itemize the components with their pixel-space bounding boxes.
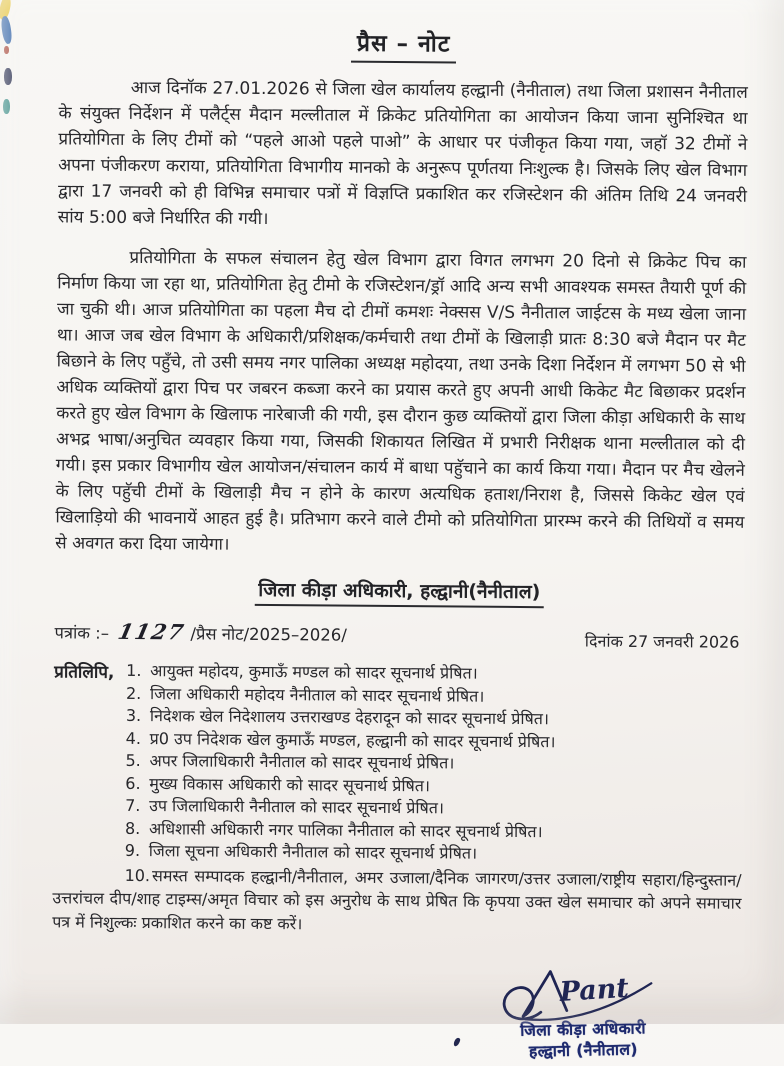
reference-date: दिनांक 27 जनवरी 2026 [584,631,740,652]
copy-item-number: 1. [126,660,142,681]
copy-item-text: अधिशासी अधिकारी नगर पालिका नैनीताल को सादर सूचनार्थ प्रेषित। [148,818,543,841]
photo-edge-strip [0,0,14,190]
copy-item-10 [52,863,742,939]
copy-item-number: 4. [125,728,142,748]
office-stamp [468,1017,699,1064]
copy-item-text: अपर जिलाधिकारी नैनीताल को सादर सूचनार्थ प्रेषित। [149,751,455,773]
copy-item-text: आयुक्त महोदय, कुमाऊँ मण्डल को सादर सूचनार्थ प्रेषित। [150,661,478,683]
reference-number [54,618,347,645]
copy-item-text: प्र0 उप निदेशक खेल कुमाऊँ मण्डल, हल्द्वानी को सादर सूचनार्थ प्रेषित। [149,728,556,751]
reference-row [54,618,743,652]
office-heading: जिला कीड़ा अधिकारी, हल्द्वानी(नैनीताल) [255,576,543,608]
reference-suffix: /प्रैस नोट/2025–2026/ [190,624,347,645]
edge-mark-blue [0,16,13,45]
copy-item-text: जिला अधिकारी महोदय नैनीताल को सादर सूचनार्थ प्रेषित। [149,683,485,706]
copy-item-text: समस्त सम्पादक हल्द्वानी/नैनीताल, अमर उजाला/दैनिक जागरण/उत्तर उजाला/राष्ट्रीय सहारा/हिन्दुस्तान/ उत्तरांचल दीप/शाह टाइम्स/अमृत विचार को इस अनुरोध के साथ प्रेषित कि कृपया उक्त खेल समाचार को अपने समाचार पत्र में निशुल्कः प्रकाशित करने का कष्ट करें। [52,865,742,933]
copy-item-number: 2. [125,683,142,703]
copy-item-text: उप जिलाधिकारी नैनीताल को सादर सूचनार्थ प्रेषित। [149,796,445,818]
distribution-list [52,659,743,938]
body-paragraph-1: आज दिनॉक 27.01.2026 से जिला खेल कार्यालय हल्द्वानी (नैनीताल) तथा जिला प्रशासन नैनीताल के संयुक्त निर्देशन में पलैर्ट्स मैदान मल्लीताल में क्रिकेट प्रतियोगिता का आयोजन किया जाना सुनिश्चित था प्रतियोगिता के लिए टीमों को “पहले आओ पहले पाओ” के आधार पर पंजीकृत किया गया, जहॉ 32 टीमों ने अपना पंजीकरण कराया, प्रतियोगिता विभागीय मानको के अनुरूप पूर्णतया निःशुल्क है। जिसके लिए खेल विभाग द्वारा 17 जनवरी को ही विभिन्न समाचार पत्रों में विज्ञप्ति प्रकाशित कर रजिस्टेशन की अंतिम तिथि 24 जनवरी सांय 5:00 बजे निर्धारित की गयी। [57,77,748,230]
copy-item-text: मुख्य विकास अधिकारी को सादर सूचनार्थ प्रेषित। [149,773,431,795]
edge-mark-teal [3,99,10,114]
copy-item-number: 9. [124,840,141,861]
ink-mark [453,1037,461,1047]
body-paragraph-2: प्रतियोगिता के सफल संचालन हेतु खेल विभाग द्वारा विगत लगभग 20 दिनो से क्रिकेट पिच का निर्माण किया जा रहा था, प्रतियोगिता हेतु टीमो के रजिस्टेशन/ड्रॉ आदि अन्य सभी आवश्यक समस्त तैयारी पूर्ण की जा चुकी थी। आज प्रतियोगिता का पहला मैच दो टीमों कमशः नेक्सस V/S नैनीताल जाईटस के मध्य खेला जाना था। आज जब खेल विभाग के अधिकारी/प्रशिक्षक/कर्मचारी तथा टीमों के खिलाड़ी प्रातः 8:30 बजे मैदान पर मैट बिछाने के लिए पहुँचे, तो उसी समय नगर पालिका अध्यक्ष महोदया, तथा उनके दिशा निर्देशन में लगभग 50 से भी अधिक व्यक्तियों द्वारा पिच पर जबरन कब्जा करने का प्रयास करते हुए अपनी आधी किकेट मैट बिछाकर प्रदर्शन करते हुए खेल विभाग के खिलाफ नारेबाजी की गयी, इस दौरान कुछ व्यक्तियों द्वारा जिला कीड़ा अधिकारी के साथ अभद्र भाषा/अनुचित व्यवहार किया गया, जिसकी शिकायत लिखित में प्रभारी निरीक्षक थाना मल्लीताल को दी गयी। इस प्रकार विभागीय खेल आयोजन/संचालन कार्य में बाधा पहुॅचाने का कार्य किया गया। मैदान पर मैच खेलने के लिए पहुॅची टीमों के खिलाड़ी मैच न होने के कारण अत्यधिक हताश/निराश है, जिससे किकेट खेल एवं खिलाड़ियो की भावनायें आहत हुई है। प्रतिभाग करने वाले टीमो को प्रतियोगिता प्रारम्भ करने की तिथियों व समय से अवगत करा दिया जायेगा। [55,247,747,555]
copy-item-text: निदेशक खेल निदेशालय उत्तराखण्ड देहरादून को सादर सूचनार्थ प्रेषित। [149,706,550,729]
signature-name-text: Pant [558,972,630,1008]
copy-item-number: 6. [125,773,141,793]
edge-mark-red [4,46,9,54]
copy-item-text: जिला सूचना अधिकारी नैनीताल को सादर सूचनार्थ प्रेषित। [148,841,478,863]
copy-item-number: 5. [125,750,141,771]
stamp-designation: जिला कीड़ा अधिकारी [520,1019,647,1040]
edge-mark-dark [4,68,12,85]
copies-label: प्रतिलिपि, [54,662,115,683]
signature-block [468,957,699,1063]
handwritten-letter-number: 1127 [116,618,189,645]
office-heading-wrap [55,574,744,609]
press-note-title: प्रैस – नोट [351,26,457,64]
title-wrap [59,23,748,65]
stamp-location: हल्द्वानी (नैनीताल) [528,1040,639,1061]
reference-label: पत्रांक :– [54,623,110,643]
copy-item-number: 10. [124,865,151,885]
copy-list [125,660,744,867]
copy-item-number: 3. [125,705,142,726]
copy-item-number: 7. [125,795,141,816]
copy-item-number: 8. [124,818,141,838]
